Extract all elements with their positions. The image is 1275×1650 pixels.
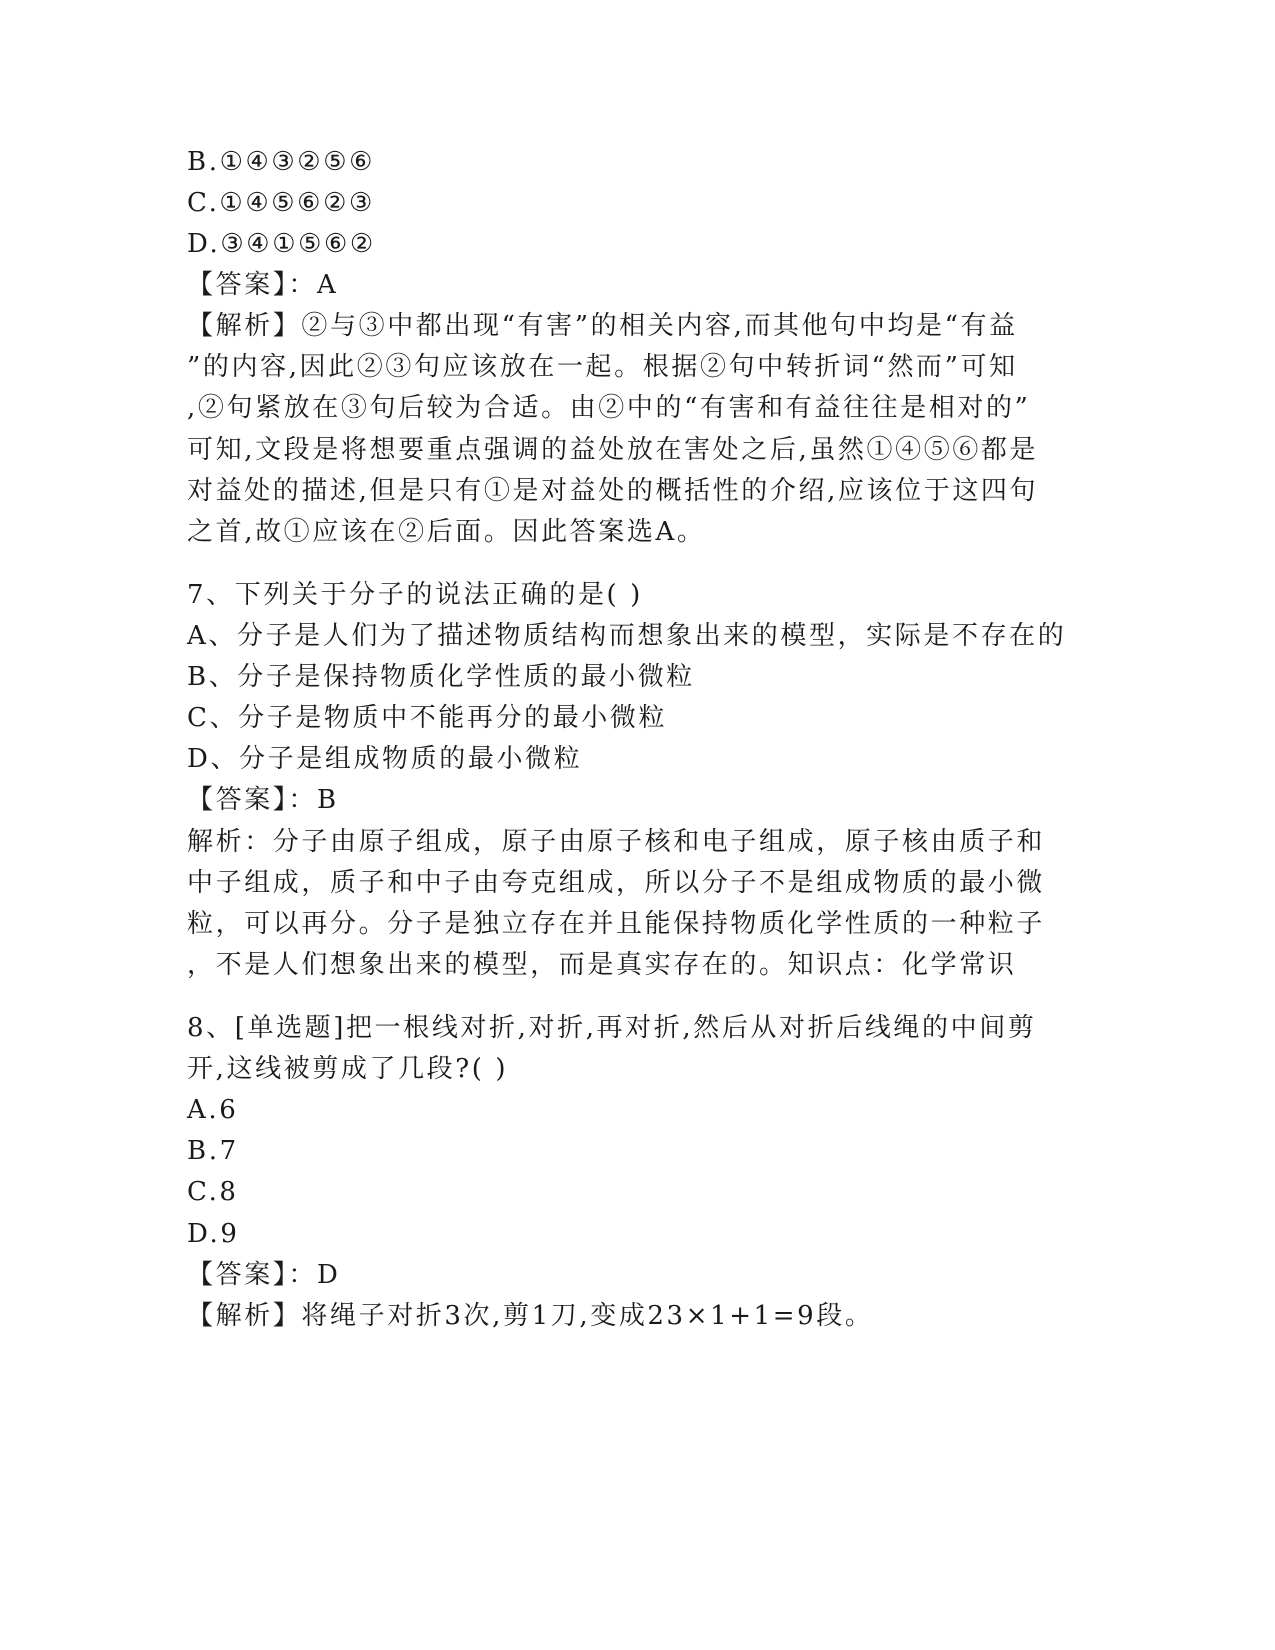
q7-answer: 【答案】：B [187, 785, 339, 815]
q7-option-c: C、分子是物质中不能再分的最小微粒 [187, 703, 668, 733]
q8-option-d: D.9 [187, 1219, 240, 1249]
q8-answer: 【答案】：D [187, 1260, 341, 1290]
q6-analysis-line: 可知,文段是将想要重点强调的益处放在害处之后,虽然①④⑤⑥都是 [187, 435, 1039, 465]
q6-analysis-line: ,②句紧放在③句后较为合适。由②中的“有害和有益往往是相对的” [187, 393, 1031, 423]
q6-analysis-line: 对益处的描述,但是只有①是对益处的概括性的介绍,应该位于这四句 [187, 476, 1039, 506]
q7-option-d: D、分子是组成物质的最小微粒 [187, 744, 583, 774]
q6-analysis-line: 之首,故①应该在②后面。因此答案选A。 [187, 517, 706, 547]
q7-analysis-line: ，不是人们想象出来的模型，而是真实存在的。知识点：化学常识 [187, 950, 1017, 980]
q7-analysis-line: 解析：分子由原子组成，原子由原子核和电子组成，原子核由质子和 [187, 827, 1046, 857]
q8-analysis: 【解析】将绳子对折3次,剪1刀,变成23×1+1=9段。 [187, 1301, 874, 1331]
q6-option-b: B.①④③②⑤⑥ [187, 147, 376, 177]
q6-option-c: C.①④⑤⑥②③ [187, 188, 375, 218]
q6-analysis-line: 【解析】②与③中都出现“有害”的相关内容,而其他句中均是“有益 [187, 311, 1018, 341]
q7-option-a: A、分子是人们为了描述物质结构而想象出来的模型，实际是不存在的 [187, 621, 1067, 651]
q7-question: 7、下列关于分子的说法正确的是( ) [187, 580, 643, 610]
q8-question-line: 开,这线被剪成了几段?( ) [187, 1054, 509, 1084]
q8-option-b: B.7 [187, 1136, 239, 1166]
q7-option-b: B、分子是保持物质化学性质的最小微粒 [187, 662, 695, 692]
q7-analysis-line: 中子组成，质子和中子由夸克组成，所以分子不是组成物质的最小微 [187, 868, 1046, 898]
q7-analysis-line: 粒，可以再分。分子是独立存在并且能保持物质化学性质的一种粒子 [187, 909, 1046, 939]
q8-option-a: A.6 [187, 1095, 239, 1125]
q8-option-c: C.8 [187, 1177, 239, 1207]
q6-analysis-line: ”的内容,因此②③句应该放在一起。根据②句中转折词“然而”可知 [187, 352, 1018, 382]
q6-option-d: D.③④①⑤⑥② [187, 229, 376, 259]
q8-question-line: 8、[单选题]把一根线对折,对折,再对折,然后从对折后线绳的中间剪 [187, 1013, 1037, 1043]
q6-answer: 【答案】：A [187, 270, 339, 300]
